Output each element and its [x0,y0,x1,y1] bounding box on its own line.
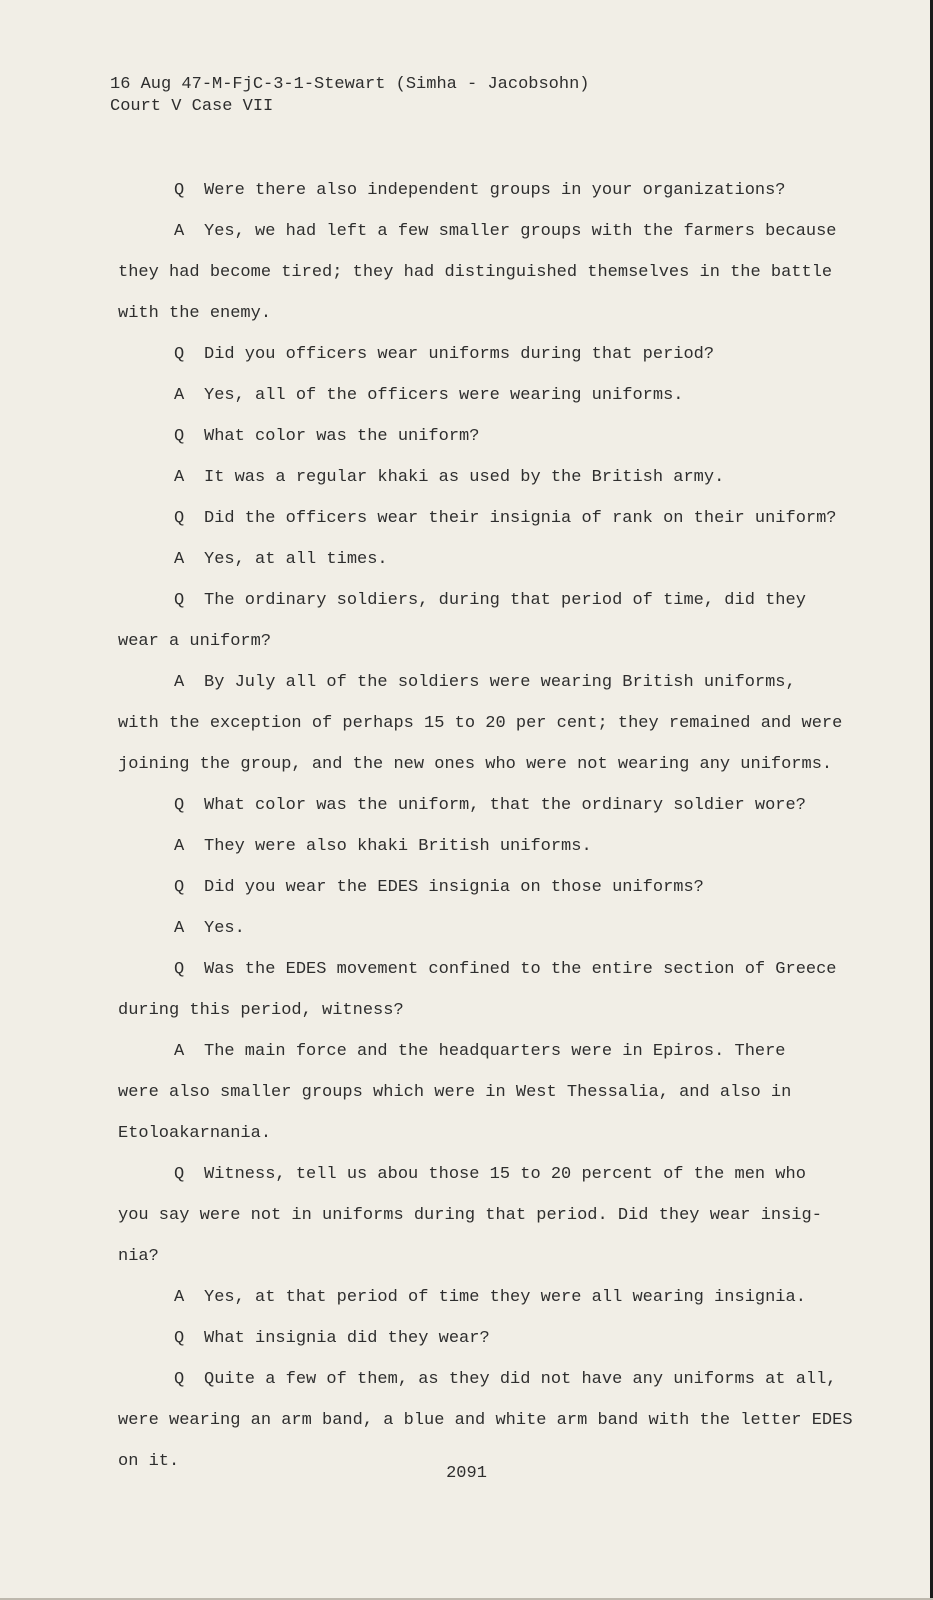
line-text: They were also khaki British uniforms. [204,837,592,856]
speaker-tag: A [174,1042,185,1061]
speaker-tag: Q [174,796,185,815]
line-text: wear a uniform? [118,632,272,651]
header-line-1: 16 Aug 47-M-FjC-3-1-Stewart (Simha - Jacobsohn) [110,75,590,94]
line-text: By July all of the soldiers were wearing British uniforms, [204,673,796,692]
header-line-2: Court V Case VII [110,97,274,116]
speaker-tag: A [174,673,185,692]
speaker-tag: A [174,1288,185,1307]
speaker-tag: Q [174,345,185,364]
continuation-line [118,703,878,744]
line-text: Yes, at that period of time they were all wearing insignia. [204,1288,806,1307]
speaker-tag: A [174,919,185,938]
question-line [118,785,878,826]
line-text: with the exception of perhaps 15 to 20 per cent; they remained and were [118,714,843,733]
speaker-tag: Q [174,181,185,200]
line-text: during this period, witness? [118,1001,404,1020]
answer-line [118,375,878,416]
line-text: What insignia did they wear? [204,1329,490,1348]
line-text: with the enemy. [118,304,272,323]
continuation-line [118,990,878,1031]
question-line [118,867,878,908]
continuation-line [118,1236,878,1277]
speaker-tag: A [174,222,185,241]
speaker-tag: Q [174,1370,185,1389]
question-line [118,334,878,375]
page-number: 2091 [446,1464,487,1483]
continuation-line [118,1195,878,1236]
question-line [118,1359,878,1400]
continuation-line [118,1113,878,1154]
question-line [118,170,878,211]
question-line [118,498,878,539]
answer-line [118,826,878,867]
line-text: Yes. [204,919,245,938]
line-text: The ordinary soldiers, during that period of time, did they [204,591,806,610]
line-text: Yes, at all times. [204,550,388,569]
speaker-tag: A [174,386,185,405]
question-line [118,416,878,457]
continuation-line [118,252,878,293]
line-text: Were there also independent groups in your organizations? [204,181,786,200]
speaker-tag: A [174,550,185,569]
line-text: joining the group, and the new ones who were not wearing any uniforms. [118,755,833,774]
question-line [118,580,878,621]
line-text: Yes, we had left a few smaller groups with the farmers because [204,222,837,241]
speaker-tag: Q [174,960,185,979]
question-line [118,949,878,990]
continuation-line [118,1400,878,1441]
continuation-line [118,1072,878,1113]
line-text: Did you officers wear uniforms during that period? [204,345,715,364]
line-text: Was the EDES movement confined to the entire section of Greece [204,960,837,979]
line-text: It was a regular khaki as used by the British army. [204,468,725,487]
continuation-line [118,293,878,334]
question-line [118,1154,878,1195]
line-text: on it. [118,1452,180,1471]
speaker-tag: A [174,468,185,487]
answer-line [118,211,878,252]
continuation-line [118,621,878,662]
line-text: they had become tired; they had distinguished themselves in the battle [118,263,833,282]
line-text: The main force and the headquarters were in Epiros. There [204,1042,786,1061]
line-text: were also smaller groups which were in West Thessalia, and also in [118,1083,792,1102]
line-text: you say were not in uniforms during that period. Did they wear insig- [118,1206,822,1225]
answer-line [118,1031,878,1072]
speaker-tag: A [174,837,185,856]
speaker-tag: Q [174,878,185,897]
speaker-tag: Q [174,509,185,528]
line-text: What color was the uniform, that the ordinary soldier wore? [204,796,806,815]
line-text: were wearing an arm band, a blue and white arm band with the letter EDES [118,1411,853,1430]
line-text: Did you wear the EDES insignia on those uniforms? [204,878,704,897]
speaker-tag: Q [174,427,185,446]
document-header [110,74,589,118]
line-text: Yes, all of the officers were wearing uniforms. [204,386,684,405]
speaker-tag: Q [174,1329,185,1348]
answer-line [118,539,878,580]
line-text: What color was the uniform? [204,427,480,446]
answer-line [118,457,878,498]
transcript-body [118,170,878,1482]
answer-line [118,1277,878,1318]
speaker-tag: Q [174,1165,185,1184]
answer-line [118,908,878,949]
question-line [118,1318,878,1359]
line-text: Witness, tell us abou those 15 to 20 percent of the men who [204,1165,806,1184]
line-text: Etoloakarnania. [118,1124,272,1143]
continuation-line [118,744,878,785]
line-text: nia? [118,1247,159,1266]
line-text: Quite a few of them, as they did not have any uniforms at all, [204,1370,837,1389]
line-text: Did the officers wear their insignia of rank on their uniform? [204,509,837,528]
speaker-tag: Q [174,591,185,610]
answer-line [118,662,878,703]
